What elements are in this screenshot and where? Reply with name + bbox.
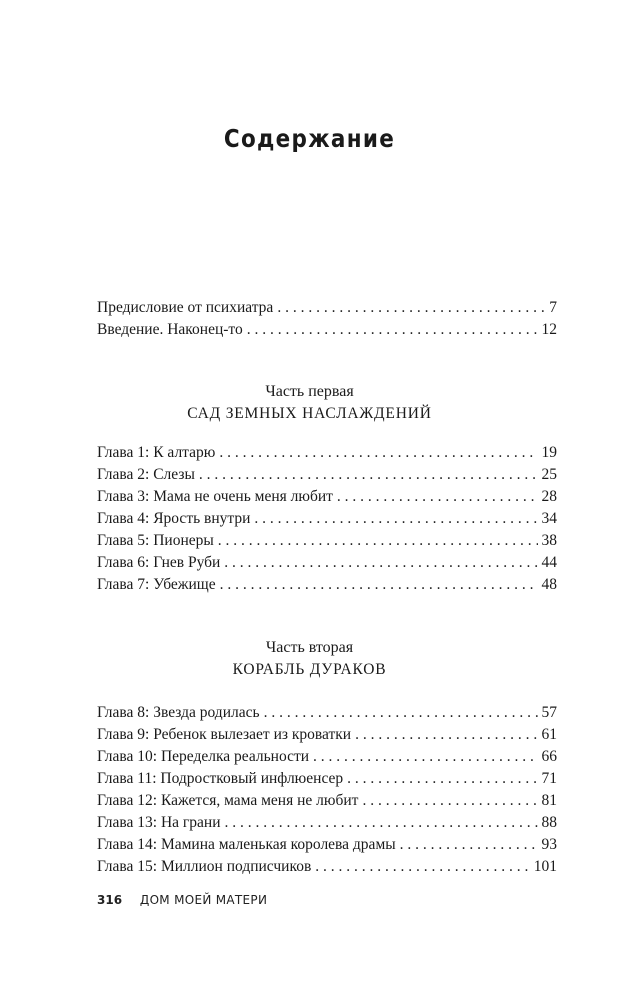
- toc-entry-label: Введение. Наконец-то: [97, 321, 243, 338]
- toc-entry-label: Глава 14: Мамина маленькая королева драмы: [97, 836, 396, 853]
- toc-entry-page: 28: [541, 488, 557, 505]
- toc-entry[interactable]: [97, 552, 557, 574]
- page-footer: [97, 893, 267, 907]
- toc-entry-page: 61: [541, 726, 557, 743]
- toc-entry-label: Глава 3: Мама не очень меня любит: [97, 488, 333, 505]
- toc-entry-page: 44: [541, 554, 557, 571]
- toc-entry-page: 12: [541, 321, 557, 338]
- toc-entry[interactable]: [97, 574, 557, 596]
- dot-leader: [225, 812, 538, 834]
- toc-entry-label: Глава 7: Убежище: [97, 576, 216, 593]
- toc-entry-label: Глава 2: Слезы: [97, 466, 195, 483]
- toc-entry-page: 101: [533, 858, 557, 875]
- part-heading: [0, 637, 619, 681]
- toc-entry-page: 66: [541, 748, 557, 765]
- toc-entry-label: Глава 9: Ребенок вылезает из кроватки: [97, 726, 352, 743]
- toc-entry-page: 48: [541, 576, 557, 593]
- dot-leader: [313, 746, 537, 768]
- page-title: Содержание: [223, 124, 396, 153]
- toc-entry-page: 25: [541, 466, 557, 483]
- toc-part-1: [97, 442, 557, 596]
- toc-entry[interactable]: [97, 702, 557, 724]
- dot-leader: [337, 486, 538, 508]
- toc-entry[interactable]: [97, 790, 557, 812]
- dot-leader: [277, 297, 545, 319]
- toc-entry[interactable]: [97, 856, 557, 878]
- toc-entry[interactable]: [97, 464, 557, 486]
- toc-entry-label: Глава 12: Кажется, мама меня не любит: [97, 792, 359, 809]
- part-name: КОРАБЛЬ ДУРАКОВ: [232, 661, 387, 678]
- toc-entry[interactable]: [97, 724, 557, 746]
- toc-entry[interactable]: [97, 746, 557, 768]
- toc-entry-label: Глава 8: Звезда родилась: [97, 704, 260, 721]
- toc-entry-page: 7: [549, 299, 557, 316]
- toc-entry[interactable]: [97, 530, 557, 552]
- part-heading: [0, 381, 619, 425]
- toc-entry-page: 71: [541, 770, 557, 787]
- toc-entry-label: Глава 10: Переделка реальности: [97, 748, 310, 765]
- part-subtitle: Часть вторая: [265, 639, 354, 656]
- dot-leader: [218, 530, 538, 552]
- toc-entry-page: 57: [541, 704, 557, 721]
- toc-entry-label: Глава 15: Миллион подписчиков: [97, 858, 312, 875]
- dot-leader: [347, 768, 537, 790]
- toc-entry[interactable]: [97, 486, 557, 508]
- dot-leader: [219, 442, 537, 464]
- dot-leader: [355, 724, 537, 746]
- toc-entry-page: 93: [541, 836, 557, 853]
- toc-entry[interactable]: [97, 812, 557, 834]
- toc-entry[interactable]: [97, 319, 557, 341]
- toc-entry-page: 81: [541, 792, 557, 809]
- toc-entry[interactable]: [97, 442, 557, 464]
- toc-entry-label: Глава 5: Пионеры: [97, 532, 214, 549]
- toc-entry-label: Глава 11: Подростковый инфлюенсер: [97, 770, 344, 787]
- part-name: САД ЗЕМНЫХ НАСЛАЖДЕНИЙ: [187, 405, 432, 422]
- dot-leader: [220, 574, 538, 596]
- toc-part-2: [97, 702, 557, 878]
- toc-intro: [97, 297, 557, 341]
- dot-leader: [264, 702, 538, 724]
- toc-entry-label: Глава 6: Гнев Руби: [97, 554, 221, 571]
- toc-entry[interactable]: [97, 834, 557, 856]
- toc-entry-label: Глава 1: К алтарю: [97, 444, 216, 461]
- dot-leader: [224, 552, 537, 574]
- toc-entry-page: 88: [541, 814, 557, 831]
- toc-entry-page: 34: [541, 510, 557, 527]
- running-title: ДОМ МОЕЙ МАТЕРИ: [139, 893, 268, 907]
- toc-entry-page: 19: [541, 444, 557, 461]
- toc-entry-label: Глава 4: Ярость внутри: [97, 510, 251, 527]
- toc-entry-label: Предисловие от психиатра: [97, 299, 274, 316]
- page-number: 316: [97, 893, 123, 907]
- dot-leader: [362, 790, 537, 812]
- toc-entry[interactable]: [97, 508, 557, 530]
- toc-entry[interactable]: [97, 297, 557, 319]
- dot-leader: [254, 508, 537, 530]
- dot-leader: [315, 856, 529, 878]
- toc-entry-page: 38: [541, 532, 557, 549]
- dot-leader: [400, 834, 538, 856]
- dot-leader: [247, 319, 538, 341]
- dot-leader: [199, 464, 538, 486]
- part-subtitle: Часть первая: [265, 383, 354, 400]
- toc-entry[interactable]: [97, 768, 557, 790]
- toc-entry-label: Глава 13: На грани: [97, 814, 221, 831]
